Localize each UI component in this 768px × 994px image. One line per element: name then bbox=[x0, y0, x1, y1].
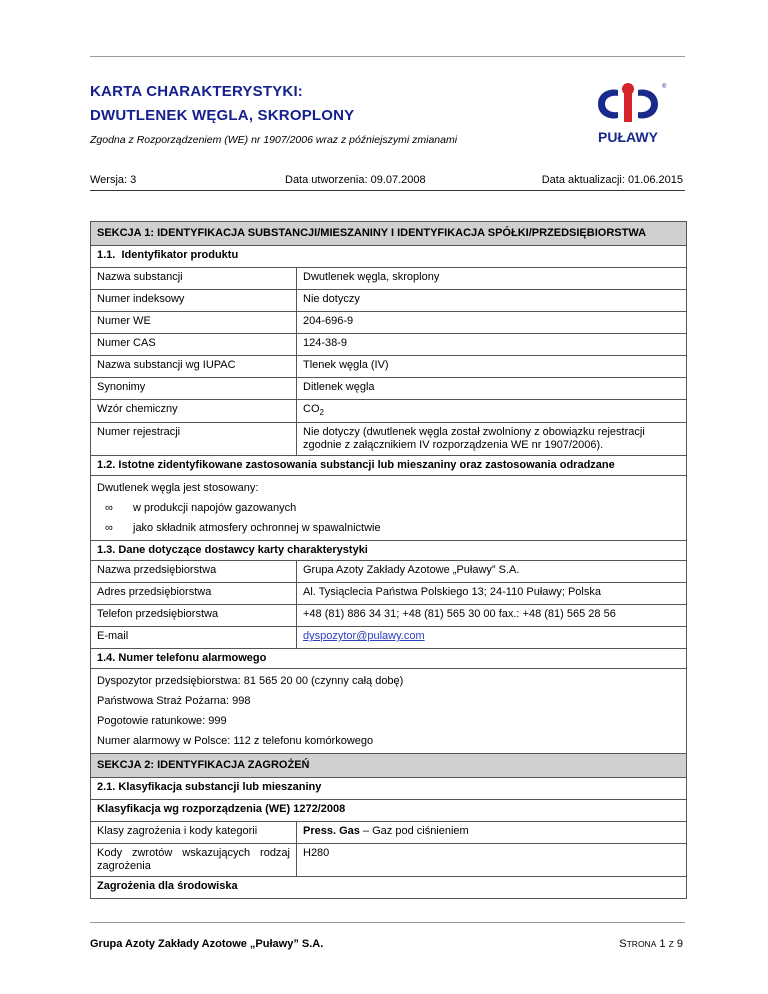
subsection-1-2-heading: 1.2. Istotne zidentyfikowane zastosowania substancji lub mieszaniny oraz zastosowania odradzane bbox=[91, 456, 687, 476]
table-row: Synonimy Ditlenek węgla bbox=[91, 378, 687, 400]
sds-table bbox=[90, 221, 687, 899]
subsection-2-1-heading: 2.1. Klasyfikacja substancji lub mieszaniny bbox=[91, 778, 687, 800]
table-row: Numer indeksowy Nie dotyczy bbox=[91, 290, 687, 312]
subsection-1-4-heading: 1.4. Numer telefonu alarmowego bbox=[91, 649, 687, 669]
table-row: Nazwa przedsiębiorstwa Grupa Azoty Zakłady Azotowe „Puławy” S.A. bbox=[91, 561, 687, 583]
emergency-block bbox=[91, 669, 687, 754]
list-item: ∞ jako składnik atmosfery ochronnej w spawalnictwie bbox=[97, 518, 680, 538]
subsection-1-3-heading: 1.3. Dane dotyczące dostawcy karty charakterystyki bbox=[91, 541, 687, 561]
regulation-note: Zgodna z Rozporządzeniem (WE) nr 1907/2006 wraz z późniejszymi zmianami bbox=[90, 134, 458, 146]
section1-heading: SEKCJA 1: IDENTYFIKACJA SUBSTANCJI/MIESZANINY I IDENTYFIKACJA SPÓŁKI/PRZEDSIĘBIORSTWA bbox=[91, 222, 687, 246]
pulawy-logo-icon bbox=[588, 80, 668, 150]
environment-hazards-heading: Zagrożenia dla środowiska bbox=[91, 877, 687, 899]
table-row: E-mail dyspozytor@pulawy.com bbox=[91, 627, 687, 649]
classification-heading: Klasyfikacja wg rozporządzenia (WE) 1272/2008 bbox=[91, 800, 687, 822]
list-item: ∞ w produkcji napojów gazowanych bbox=[97, 498, 680, 518]
chemical-formula: $CO_2$ bbox=[297, 400, 687, 423]
header-rule bbox=[90, 56, 685, 57]
table-row: Telefon przedsiębiorstwa +48 (81) 886 34 31; +48 (81) 565 30 00 fax.: +48 (81) 565 28 56 bbox=[91, 605, 687, 627]
pulawy-logo bbox=[588, 80, 668, 150]
section2-heading: SEKCJA 2: IDENTYFIKACJA ZAGROŻEŃ bbox=[91, 754, 687, 778]
table-row: Numer CAS 124-38-9 bbox=[91, 334, 687, 356]
emergency-line: Dyspozytor przedsiębiorstwa: 81 565 20 00 (czynny całą dobę) bbox=[97, 675, 404, 688]
updated-date: Data aktualizacji: 01.06.2015 bbox=[541, 174, 683, 186]
emergency-line: Numer alarmowy w Polsce: 112 z telefonu komórkowego bbox=[97, 735, 374, 748]
emergency-line: Pogotowie ratunkowe: 999 bbox=[97, 715, 227, 728]
doc-title-line2: DWUTLENEK WĘGLA, SKROPLONY bbox=[90, 107, 355, 124]
subsection-1-1-heading: 1.1. Identyfikator produktu bbox=[91, 246, 687, 268]
product-identifier-rows bbox=[91, 268, 687, 456]
created-date: Data utworzenia: 09.07.2008 bbox=[285, 174, 426, 186]
footer-company: Grupa Azoty Zakłady Azotowe „Puławy” S.A. bbox=[90, 938, 324, 950]
version: Wersja: 3 bbox=[90, 174, 137, 186]
table-row: Nazwa substancji Dwutlenek węgla, skroplony bbox=[91, 268, 687, 290]
meta-rule bbox=[90, 190, 685, 191]
bullet-icon: ∞ bbox=[105, 522, 113, 535]
hazard-class-value: Press. Gas – Gaz pod ciśnieniem bbox=[297, 822, 687, 844]
logo-text: PUŁAWY bbox=[598, 129, 658, 145]
doc-title-line1: KARTA CHARAKTERYSTYKI: bbox=[90, 83, 304, 100]
page-indicator: STRONA 1 Z 9 bbox=[619, 938, 683, 950]
supplier-rows bbox=[91, 561, 687, 649]
bullet-icon: ∞ bbox=[105, 502, 113, 515]
email-link[interactable]: dyspozytor@pulawy.com bbox=[303, 630, 425, 643]
emergency-line: Państwowa Straż Pożarna: 998 bbox=[97, 695, 251, 708]
table-row: Numer rejestracji Nie dotyczy (dwutlenek węgla został zwolniony z obowiązku rejestracji zgodnie z załącznikiem IV rozporządzenia WE nr 1907/2006). bbox=[91, 423, 687, 456]
table-row: Kody zwrotów wskazujących rodzaj zagrożenia H280 bbox=[91, 844, 687, 877]
table-row: Wzór chemiczny $CO_2$ bbox=[91, 400, 687, 423]
table-row: Klasy zagrożenia i kody kategorii Press. Gas – Gaz pod ciśnieniem bbox=[91, 822, 687, 844]
table-row: Numer WE 204-696-9 bbox=[91, 312, 687, 334]
svg-text:®: ® bbox=[662, 84, 667, 90]
table-row: Nazwa substancji wg IUPAC Tlenek węgla (IV) bbox=[91, 356, 687, 378]
uses-intro: Dwutlenek węgla jest stosowany: bbox=[97, 482, 259, 495]
footer-rule bbox=[90, 922, 685, 923]
table-row: Adres przedsiębiorstwa Al. Tysiąclecia Państwa Polskiego 13; 24-110 Puławy; Polska bbox=[91, 583, 687, 605]
uses-block bbox=[91, 476, 687, 541]
